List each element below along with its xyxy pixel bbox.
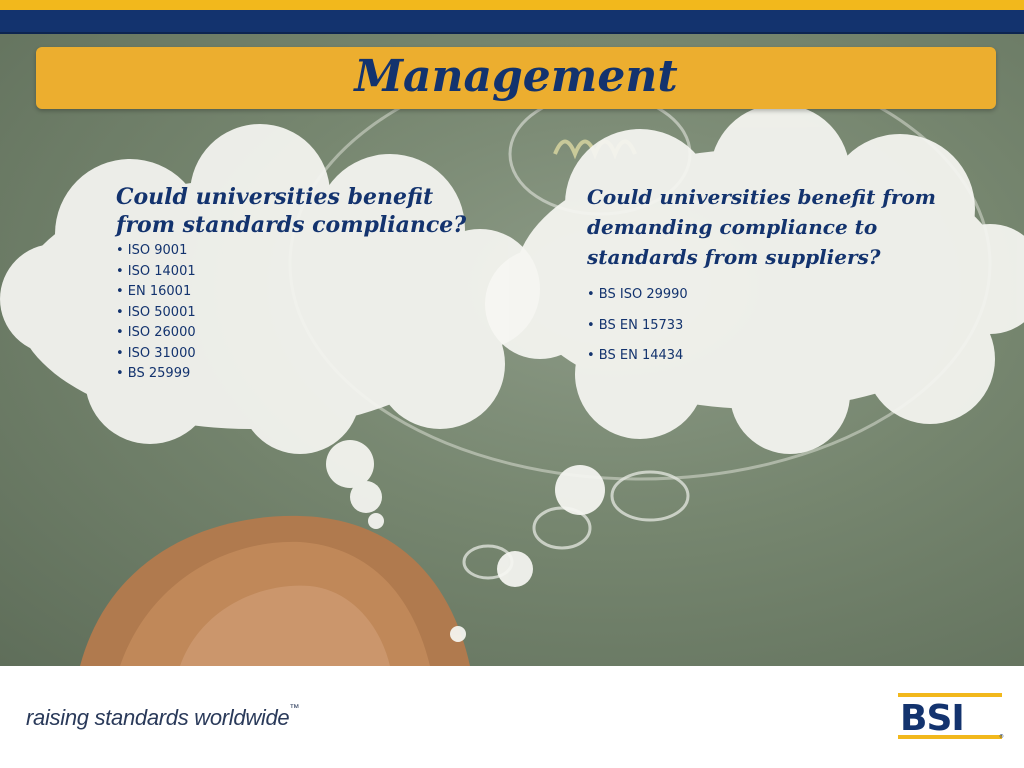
list-item: • BS EN 15733 bbox=[587, 317, 684, 333]
header-gold-stripe bbox=[0, 0, 1024, 10]
header-navy-stripe bbox=[0, 10, 1024, 32]
title-bar bbox=[36, 47, 996, 109]
footer-tagline bbox=[26, 705, 299, 731]
list-item: • BS EN 14434 bbox=[587, 348, 684, 363]
right-bubble-content bbox=[587, 182, 987, 372]
logo-registered: ® bbox=[999, 734, 1004, 740]
list-item: • ISO 26000 bbox=[116, 325, 196, 340]
trademark-symbol: ™ bbox=[289, 703, 300, 714]
logo-gold-bar bbox=[898, 693, 1002, 697]
list-item: • BS 25999 bbox=[116, 366, 191, 381]
left-bubble-content bbox=[116, 183, 476, 385]
list-item: • ISO 14001 bbox=[116, 263, 196, 279]
list-item: • ISO 31000 bbox=[116, 345, 196, 361]
logo-text: BSI bbox=[900, 698, 964, 739]
page-title: Management bbox=[354, 51, 678, 102]
right-bubble-question: Could universities benefit from demanding compliance to standards from suppliers? bbox=[587, 185, 936, 269]
list-item: • ISO 50001 bbox=[116, 304, 196, 320]
list-item: • BS ISO 29990 bbox=[587, 287, 688, 302]
left-bubble-question: Could universities benefit from standards compliance? bbox=[116, 184, 467, 238]
bsi-logo bbox=[896, 691, 1006, 741]
list-item: • ISO 9001 bbox=[116, 243, 188, 258]
list-item: • EN 16001 bbox=[116, 284, 192, 299]
tagline-text: raising standards worldwide bbox=[26, 705, 290, 730]
